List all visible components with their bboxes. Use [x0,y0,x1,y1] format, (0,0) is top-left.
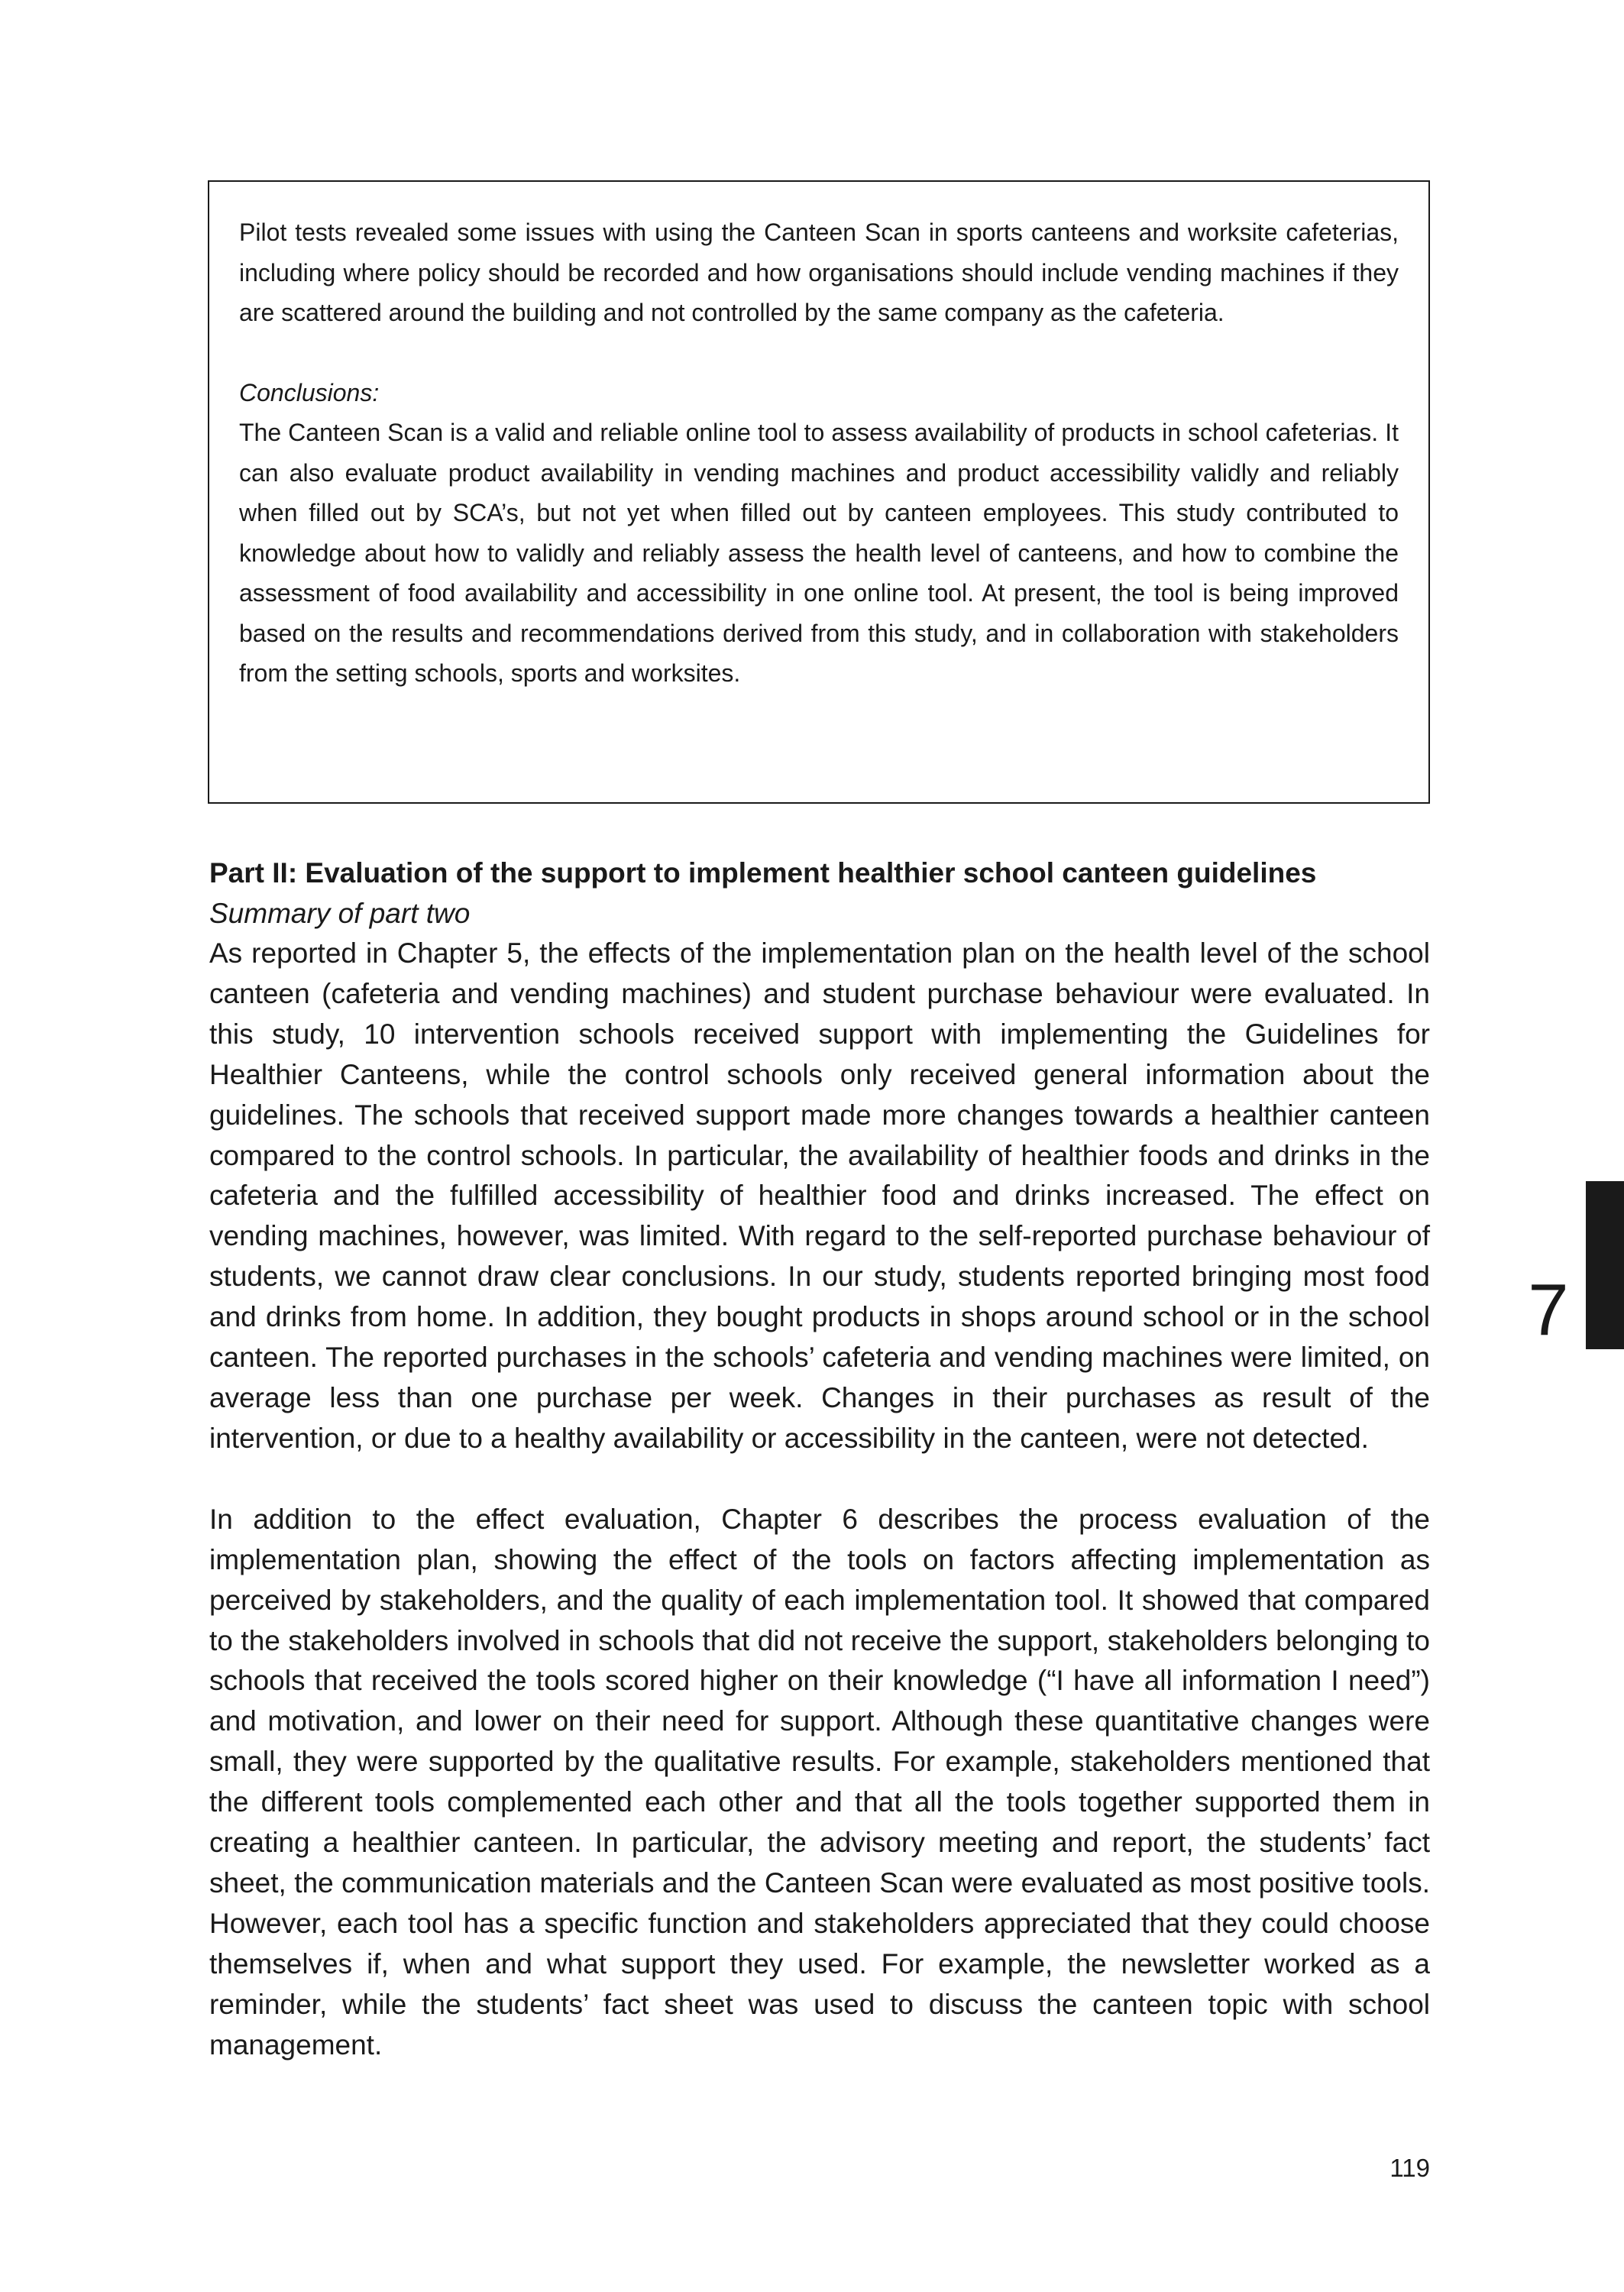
conclusions-paragraph: The Canteen Scan is a valid and reliable online tool to assess availability of products in school cafeterias. It can also evaluate product availability in vending machines and product accessibility validly and reliably when filled out by SCA’s, but not yet when filled out by canteen employees. This study contributed to knowledge about how to validly and reliably assess the health level of canteens, and how to combine the assessment of food availability and accessibility in one online tool. At present, the tool is being improved based on the results and recommendations derived from this study, and in collaboration with stakeholders from the setting schools, sports and worksites. [239,419,1399,687]
section-heading: Part II: Evaluation of the support to implement healthier school canteen guidelines [209,857,1317,889]
chapter-number: 7 [1528,1269,1569,1351]
body-paragraph-1: As reported in Chapter 5, the effects of the implementation plan on the health level of the school canteen (cafeteria and vending machines) and student purchase behaviour were evaluated. In this study, 10 intervention schools received support with implementing the Guidelines for Healthier Canteens, while the control schools only received general information about the guidelines. The schools that received support made more changes towards a healthier canteen compared to the control schools. In particular, the availability of healthier foods and drinks in the cafeteria and the fulfilled accessibility of healthier food and drinks increased. The effect on vending machines, however, was limited. With regard to the self-reported purchase behaviour of students, we cannot draw clear conclusions. In our study, students reported bringing most food and drinks from home. In addition, they bought products in shops around school or in the school canteen. The reported purchases in the schools’ cafeteria and vending machines were limited, on average less than one purchase per week. Changes in their purchases as result of the intervention, or due to a healthy availability or accessibility in the canteen, were not detected. [209,937,1430,1454]
body-paragraph-2: In addition to the effect evaluation, Chapter 6 describes the process evaluation of the implementation plan, showing the effect of the tools on factors affecting implementation as perceived by stakeholders, and the quality of each implementation tool. It showed that compared to the stakeholders involved in schools that did not receive the support, stakeholders belonging to schools that received the tools scored higher on their knowledge (“I have all information I need”) and motivation, and lower on their need for support. Although these quantitative changes were small, they were supported by the qualitative results. For example, stakeholders mentioned that the different tools complemented each other and that all the tools together supported them in creating a healthier canteen. In particular, the advisory meeting and report, the students’ fact sheet, the communication materials and the Canteen Scan were evaluated as most positive tools. However, each tool has a specific function and stakeholders appreciated that they could choose themselves if, when and what support they used. For example, the newsletter worked as a reminder, while the students’ fact sheet was used to discuss the canteen topic with school management. [209,1503,1430,2061]
box-spacer [239,333,1399,373]
summary-box [208,180,1430,804]
section-subheading: Summary of part two [209,898,471,929]
main-text [209,853,1430,2065]
conclusions-heading: Conclusions: [239,378,380,406]
page-number: 119 [1389,2154,1430,2182]
box-intro-paragraph: Pilot tests revealed some issues with using the Canteen Scan in sports canteens and worksite cafeterias, including where policy should be recorded and how organisations should include vending machines if they are scattered around the building and not controlled by the same company as the cafeteria. [239,219,1399,326]
chapter-thumb-tab [1586,1181,1624,1349]
paragraph-spacer [209,1459,1430,1500]
